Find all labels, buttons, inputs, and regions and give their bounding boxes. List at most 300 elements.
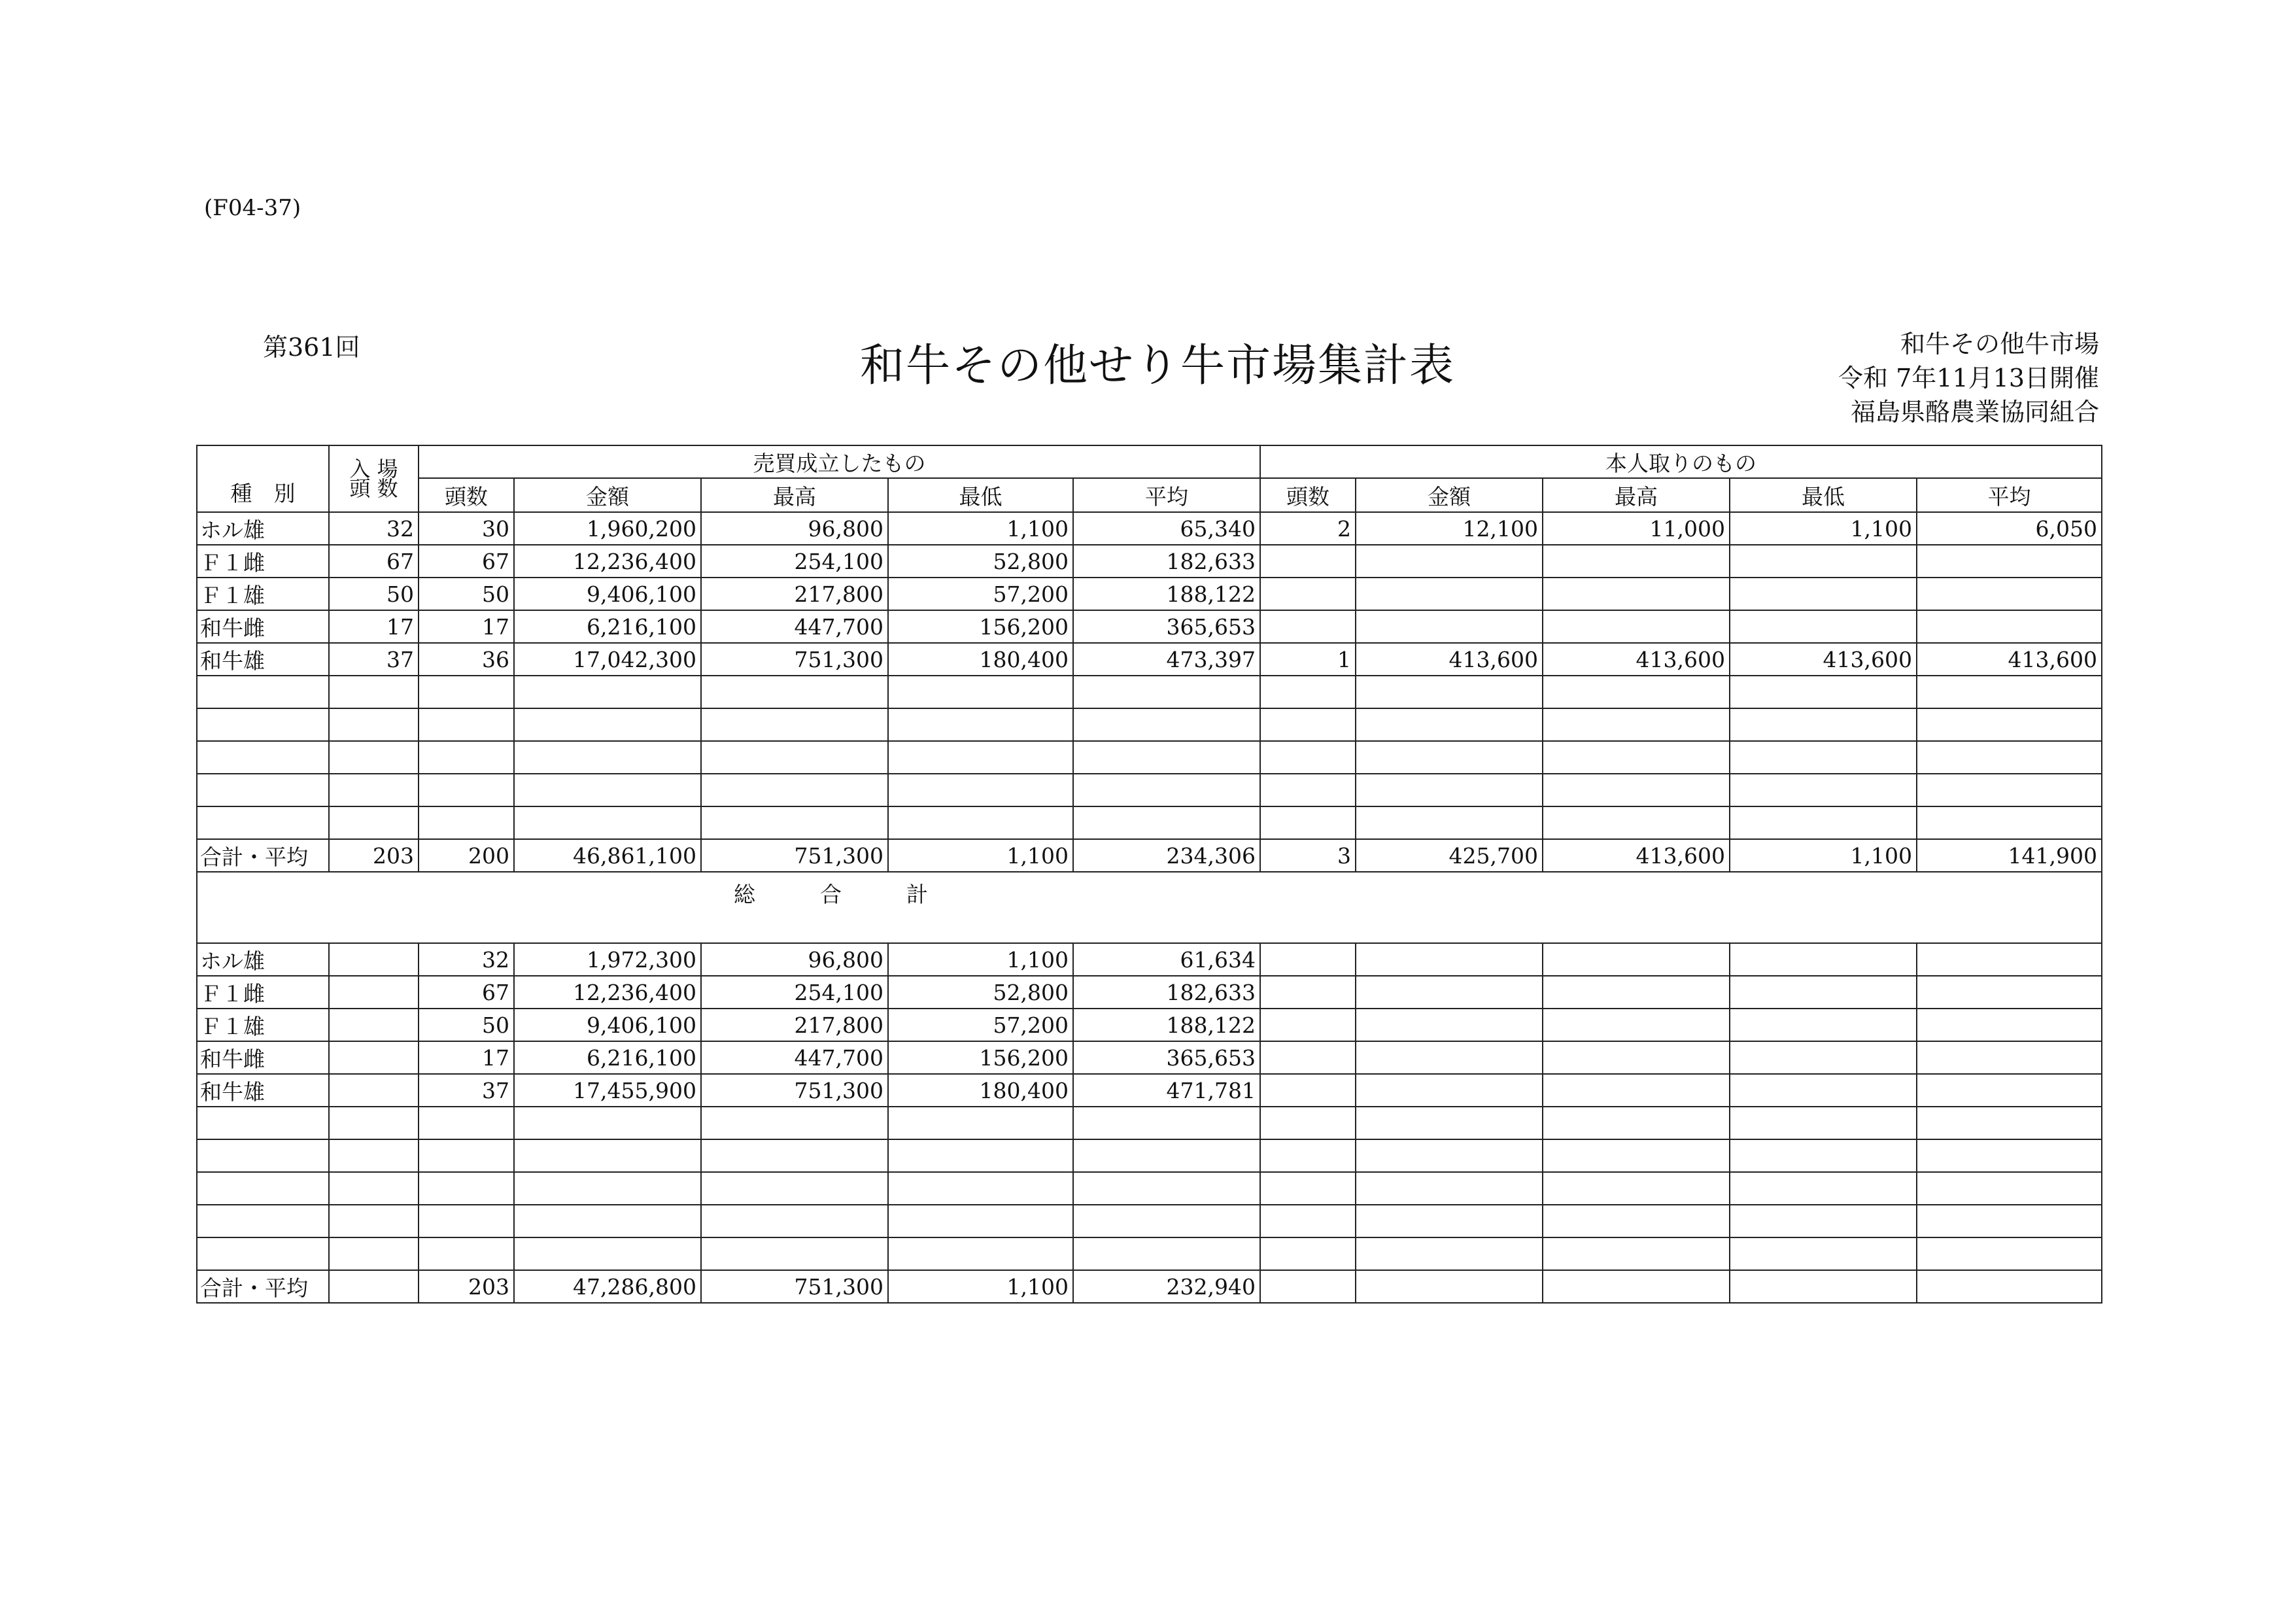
grand-total-label: 総 合 計 bbox=[197, 872, 2102, 943]
empty-cell bbox=[329, 1139, 419, 1172]
empty-cell bbox=[1917, 708, 2102, 741]
empty-cell bbox=[419, 1172, 514, 1205]
table-row bbox=[197, 643, 2102, 676]
table-row bbox=[197, 976, 2102, 1009]
empty-cell bbox=[1356, 1041, 1543, 1074]
empty-cell bbox=[1260, 1237, 1356, 1270]
empty-cell bbox=[1917, 943, 2102, 976]
empty-cell bbox=[514, 774, 701, 806]
value-cell: 1,100 bbox=[888, 943, 1073, 976]
header-entry-bottom: 頭 数 bbox=[349, 476, 398, 501]
empty-cell bbox=[1917, 1074, 2102, 1107]
empty-cell bbox=[419, 1205, 514, 1237]
value-cell: 156,200 bbox=[888, 1041, 1073, 1074]
empty-cell bbox=[197, 1139, 329, 1172]
empty-cell bbox=[197, 1107, 329, 1139]
value-cell: 37 bbox=[419, 1074, 514, 1107]
empty-row bbox=[197, 806, 2102, 839]
self-cell: 413,600 bbox=[1543, 839, 1730, 872]
empty-cell bbox=[514, 741, 701, 774]
sold-cell: 365,653 bbox=[1073, 610, 1260, 643]
self-cell: 1,100 bbox=[1730, 839, 1917, 872]
empty-cell bbox=[1730, 943, 1917, 976]
self-col-header: 最低 bbox=[1730, 478, 1917, 512]
empty-cell bbox=[1730, 1041, 1917, 1074]
empty-cell bbox=[1543, 806, 1730, 839]
entry-count-cell: 17 bbox=[329, 610, 419, 643]
sold-col-header: 平均 bbox=[1073, 478, 1260, 512]
empty-cell bbox=[888, 741, 1073, 774]
empty-cell bbox=[701, 741, 888, 774]
value-cell: 471,781 bbox=[1073, 1074, 1260, 1107]
empty-cell bbox=[514, 1107, 701, 1139]
empty-cell bbox=[1356, 676, 1543, 708]
self-cell: 413,600 bbox=[1730, 643, 1917, 676]
empty-cell bbox=[701, 1237, 888, 1270]
kind-cell: 和牛雄 bbox=[197, 643, 329, 676]
sold-cell: 6,216,100 bbox=[514, 610, 701, 643]
empty-cell bbox=[419, 1237, 514, 1270]
empty-cell bbox=[1917, 1205, 2102, 1237]
empty-cell bbox=[419, 1139, 514, 1172]
value-cell: 12,236,400 bbox=[514, 976, 701, 1009]
empty-cell bbox=[1356, 1139, 1543, 1172]
empty-cell bbox=[1073, 1237, 1260, 1270]
empty-cell bbox=[888, 1205, 1073, 1237]
empty-cell bbox=[1730, 1237, 1917, 1270]
union-name: 福島県酪農業協同組合 bbox=[1850, 398, 2099, 426]
empty-cell bbox=[419, 676, 514, 708]
empty-cell bbox=[514, 1139, 701, 1172]
self-cell bbox=[1730, 610, 1917, 643]
self-cell bbox=[1730, 578, 1917, 610]
kind-cell: Ｆ１雄 bbox=[197, 578, 329, 610]
value-cell: 751,300 bbox=[701, 1270, 888, 1303]
self-cell bbox=[1356, 545, 1543, 578]
empty-cell bbox=[1073, 774, 1260, 806]
empty-cell bbox=[197, 774, 329, 806]
value-cell: 9,406,100 bbox=[514, 1009, 701, 1041]
entry-count-cell: 203 bbox=[329, 839, 419, 872]
empty-cell bbox=[1917, 1139, 2102, 1172]
self-cell bbox=[1730, 545, 1917, 578]
kind-cell: 合計・平均 bbox=[197, 1270, 329, 1303]
empty-row bbox=[197, 1107, 2102, 1139]
self-cell: 2 bbox=[1260, 512, 1356, 545]
empty-cell bbox=[1917, 1009, 2102, 1041]
empty-cell bbox=[1356, 708, 1543, 741]
empty-cell bbox=[1260, 1205, 1356, 1237]
empty-cell bbox=[1260, 806, 1356, 839]
empty-cell bbox=[1356, 1205, 1543, 1237]
empty-cell bbox=[701, 806, 888, 839]
empty-cell bbox=[197, 676, 329, 708]
self-cell bbox=[1917, 610, 2102, 643]
table-row bbox=[197, 610, 2102, 643]
self-cell: 6,050 bbox=[1917, 512, 2102, 545]
empty-row bbox=[197, 1172, 2102, 1205]
empty-cell bbox=[197, 741, 329, 774]
kind-cell: 和牛雌 bbox=[197, 1041, 329, 1074]
entry-count-cell bbox=[329, 1009, 419, 1041]
sold-cell: 17,042,300 bbox=[514, 643, 701, 676]
empty-cell bbox=[888, 774, 1073, 806]
value-cell: 67 bbox=[419, 976, 514, 1009]
empty-cell bbox=[1260, 1107, 1356, 1139]
table-row bbox=[197, 545, 2102, 578]
document-code: (F04-37) bbox=[204, 195, 301, 221]
value-cell: 188,122 bbox=[1073, 1009, 1260, 1041]
empty-cell bbox=[1730, 1205, 1917, 1237]
empty-cell bbox=[701, 1205, 888, 1237]
value-cell: 32 bbox=[419, 943, 514, 976]
empty-cell bbox=[888, 708, 1073, 741]
entry-count-cell bbox=[329, 943, 419, 976]
empty-cell bbox=[419, 741, 514, 774]
empty-cell bbox=[1730, 976, 1917, 1009]
value-cell: 751,300 bbox=[701, 1074, 888, 1107]
value-cell: 61,634 bbox=[1073, 943, 1260, 976]
empty-cell bbox=[1073, 741, 1260, 774]
sold-cell: 57,200 bbox=[888, 578, 1073, 610]
sold-col-header: 最高 bbox=[701, 478, 888, 512]
empty-cell bbox=[1543, 943, 1730, 976]
table-row bbox=[197, 512, 2102, 545]
empty-cell bbox=[1917, 1172, 2102, 1205]
value-cell: 1,972,300 bbox=[514, 943, 701, 976]
empty-cell bbox=[1073, 1139, 1260, 1172]
empty-cell bbox=[1730, 1009, 1917, 1041]
grand-total-label-row bbox=[197, 872, 2102, 943]
kind-cell: Ｆ１雌 bbox=[197, 976, 329, 1009]
header-self-group: 本人取りのもの bbox=[1260, 445, 2102, 478]
header-kind: 種 別 bbox=[197, 445, 329, 512]
self-col-header: 平均 bbox=[1917, 478, 2102, 512]
sold-cell: 234,306 bbox=[1073, 839, 1260, 872]
kind-cell: 和牛雄 bbox=[197, 1074, 329, 1107]
self-cell: 11,000 bbox=[1543, 512, 1730, 545]
empty-cell bbox=[1073, 676, 1260, 708]
total-row bbox=[197, 839, 2102, 872]
empty-cell bbox=[1543, 1107, 1730, 1139]
empty-cell bbox=[514, 1172, 701, 1205]
empty-cell bbox=[1917, 1270, 2102, 1303]
empty-cell bbox=[888, 1237, 1073, 1270]
empty-cell bbox=[1260, 1172, 1356, 1205]
empty-cell bbox=[197, 806, 329, 839]
sold-cell: 182,633 bbox=[1073, 545, 1260, 578]
empty-cell bbox=[1730, 1270, 1917, 1303]
empty-cell bbox=[1073, 806, 1260, 839]
empty-cell bbox=[1260, 1139, 1356, 1172]
kind-cell: Ｆ１雄 bbox=[197, 1009, 329, 1041]
entry-count-cell: 32 bbox=[329, 512, 419, 545]
organization-block bbox=[1818, 327, 2099, 429]
table-row bbox=[197, 1074, 2102, 1107]
sold-col-header: 頭数 bbox=[419, 478, 514, 512]
sold-col-header: 最低 bbox=[888, 478, 1073, 512]
sold-cell: 200 bbox=[419, 839, 514, 872]
empty-cell bbox=[329, 806, 419, 839]
self-cell: 141,900 bbox=[1917, 839, 2102, 872]
sold-cell: 36 bbox=[419, 643, 514, 676]
empty-cell bbox=[197, 1237, 329, 1270]
sold-cell: 188,122 bbox=[1073, 578, 1260, 610]
empty-cell bbox=[1917, 1107, 2102, 1139]
sold-cell: 65,340 bbox=[1073, 512, 1260, 545]
header-entry-top: 入 場 bbox=[349, 457, 398, 481]
table-row bbox=[197, 1041, 2102, 1074]
sold-cell: 1,100 bbox=[888, 512, 1073, 545]
empty-cell bbox=[329, 774, 419, 806]
entry-count-cell: 50 bbox=[329, 578, 419, 610]
sold-cell: 156,200 bbox=[888, 610, 1073, 643]
value-cell: 47,286,800 bbox=[514, 1270, 701, 1303]
sold-cell: 30 bbox=[419, 512, 514, 545]
self-cell bbox=[1917, 545, 2102, 578]
empty-cell bbox=[329, 1205, 419, 1237]
empty-cell bbox=[1730, 676, 1917, 708]
sold-cell: 1,100 bbox=[888, 839, 1073, 872]
sold-cell: 254,100 bbox=[701, 545, 888, 578]
empty-cell bbox=[329, 1107, 419, 1139]
empty-cell bbox=[197, 1205, 329, 1237]
empty-cell bbox=[1917, 976, 2102, 1009]
empty-cell bbox=[1917, 741, 2102, 774]
self-cell: 12,100 bbox=[1356, 512, 1543, 545]
empty-cell bbox=[701, 1139, 888, 1172]
sold-cell: 9,406,100 bbox=[514, 578, 701, 610]
empty-cell bbox=[1543, 1205, 1730, 1237]
empty-cell bbox=[197, 708, 329, 741]
empty-row bbox=[197, 1139, 2102, 1172]
entry-count-cell bbox=[329, 1270, 419, 1303]
table-row bbox=[197, 943, 2102, 976]
entry-count-cell bbox=[329, 1041, 419, 1074]
value-cell: 17,455,900 bbox=[514, 1074, 701, 1107]
empty-cell bbox=[1543, 1270, 1730, 1303]
self-cell bbox=[1917, 578, 2102, 610]
value-cell: 217,800 bbox=[701, 1009, 888, 1041]
value-cell: 180,400 bbox=[888, 1074, 1073, 1107]
empty-row bbox=[197, 708, 2102, 741]
self-cell bbox=[1543, 578, 1730, 610]
page-title: 和牛その他せり牛市場集計表 bbox=[859, 340, 1455, 392]
empty-cell bbox=[329, 741, 419, 774]
kind-cell: ホル雄 bbox=[197, 512, 329, 545]
kind-cell: 和牛雌 bbox=[197, 610, 329, 643]
empty-cell bbox=[1730, 1107, 1917, 1139]
kind-cell: ホル雄 bbox=[197, 943, 329, 976]
kind-cell: Ｆ１雌 bbox=[197, 545, 329, 578]
empty-cell bbox=[329, 708, 419, 741]
empty-cell bbox=[1730, 774, 1917, 806]
empty-cell bbox=[514, 1237, 701, 1270]
value-cell: 50 bbox=[419, 1009, 514, 1041]
empty-cell bbox=[1730, 1172, 1917, 1205]
self-cell: 413,600 bbox=[1356, 643, 1543, 676]
self-cell bbox=[1543, 545, 1730, 578]
value-cell: 96,800 bbox=[701, 943, 888, 976]
empty-cell bbox=[1356, 1107, 1543, 1139]
value-cell: 1,100 bbox=[888, 1270, 1073, 1303]
empty-row bbox=[197, 741, 2102, 774]
value-cell: 232,940 bbox=[1073, 1270, 1260, 1303]
kind-cell: 合計・平均 bbox=[197, 839, 329, 872]
total-row bbox=[197, 1270, 2102, 1303]
self-col-header: 金額 bbox=[1356, 478, 1543, 512]
empty-cell bbox=[1356, 1009, 1543, 1041]
empty-cell bbox=[1917, 774, 2102, 806]
empty-cell bbox=[1543, 1009, 1730, 1041]
empty-cell bbox=[1543, 708, 1730, 741]
empty-cell bbox=[1543, 1237, 1730, 1270]
empty-cell bbox=[1356, 1270, 1543, 1303]
value-cell: 254,100 bbox=[701, 976, 888, 1009]
empty-cell bbox=[888, 806, 1073, 839]
empty-cell bbox=[1260, 943, 1356, 976]
empty-cell bbox=[1356, 1237, 1543, 1270]
entry-count-cell: 67 bbox=[329, 545, 419, 578]
value-cell: 447,700 bbox=[701, 1041, 888, 1074]
self-cell: 3 bbox=[1260, 839, 1356, 872]
self-cell bbox=[1356, 610, 1543, 643]
empty-cell bbox=[701, 1172, 888, 1205]
empty-cell bbox=[701, 676, 888, 708]
summary-table bbox=[196, 445, 2102, 1304]
market-date: 令和 7年11月13日開催 bbox=[1838, 364, 2099, 392]
empty-cell bbox=[1260, 1074, 1356, 1107]
empty-cell bbox=[1260, 708, 1356, 741]
sold-cell: 1,960,200 bbox=[514, 512, 701, 545]
empty-cell bbox=[1730, 708, 1917, 741]
empty-cell bbox=[1260, 976, 1356, 1009]
empty-row bbox=[197, 676, 2102, 708]
self-cell bbox=[1260, 610, 1356, 643]
value-cell: 17 bbox=[419, 1041, 514, 1074]
sold-cell: 751,300 bbox=[701, 839, 888, 872]
empty-cell bbox=[1356, 741, 1543, 774]
empty-cell bbox=[1356, 806, 1543, 839]
empty-cell bbox=[701, 708, 888, 741]
empty-cell bbox=[701, 1107, 888, 1139]
empty-cell bbox=[1260, 741, 1356, 774]
empty-cell bbox=[1543, 774, 1730, 806]
sold-cell: 46,861,100 bbox=[514, 839, 701, 872]
self-cell bbox=[1260, 545, 1356, 578]
empty-cell bbox=[1073, 1205, 1260, 1237]
header-row-2 bbox=[197, 478, 2102, 512]
header-entry-count bbox=[329, 445, 419, 512]
sold-cell: 96,800 bbox=[701, 512, 888, 545]
empty-cell bbox=[1917, 806, 2102, 839]
empty-cell bbox=[419, 708, 514, 741]
empty-cell bbox=[1730, 741, 1917, 774]
empty-cell bbox=[888, 1107, 1073, 1139]
empty-cell bbox=[329, 676, 419, 708]
empty-cell bbox=[1356, 1074, 1543, 1107]
empty-cell bbox=[1356, 943, 1543, 976]
table-row bbox=[197, 578, 2102, 610]
empty-cell bbox=[1543, 741, 1730, 774]
round-number: 第361回 bbox=[263, 333, 360, 362]
header-row-1 bbox=[197, 445, 2102, 478]
empty-cell bbox=[1730, 1139, 1917, 1172]
sold-cell: 217,800 bbox=[701, 578, 888, 610]
empty-cell bbox=[419, 806, 514, 839]
empty-cell bbox=[1543, 1074, 1730, 1107]
empty-cell bbox=[1917, 1237, 2102, 1270]
empty-cell bbox=[888, 676, 1073, 708]
value-cell: 57,200 bbox=[888, 1009, 1073, 1041]
value-cell: 6,216,100 bbox=[514, 1041, 701, 1074]
empty-cell bbox=[1356, 1172, 1543, 1205]
empty-cell bbox=[1073, 1107, 1260, 1139]
sold-cell: 67 bbox=[419, 545, 514, 578]
empty-cell bbox=[329, 1237, 419, 1270]
empty-cell bbox=[514, 1205, 701, 1237]
empty-cell bbox=[888, 1172, 1073, 1205]
empty-cell bbox=[701, 774, 888, 806]
empty-cell bbox=[1917, 676, 2102, 708]
empty-cell bbox=[1730, 1074, 1917, 1107]
value-cell: 365,653 bbox=[1073, 1041, 1260, 1074]
self-cell: 1 bbox=[1260, 643, 1356, 676]
empty-cell bbox=[1543, 1041, 1730, 1074]
empty-cell bbox=[1260, 1009, 1356, 1041]
self-col-header: 頭数 bbox=[1260, 478, 1356, 512]
entry-count-cell bbox=[329, 1074, 419, 1107]
value-cell: 203 bbox=[419, 1270, 514, 1303]
self-cell bbox=[1543, 610, 1730, 643]
empty-cell bbox=[514, 676, 701, 708]
header-sold-group: 売買成立したもの bbox=[419, 445, 1260, 478]
sold-cell: 447,700 bbox=[701, 610, 888, 643]
sold-cell: 17 bbox=[419, 610, 514, 643]
self-col-header: 最高 bbox=[1543, 478, 1730, 512]
empty-cell bbox=[419, 1107, 514, 1139]
market-name: 和牛その他牛市場 bbox=[1900, 330, 2099, 358]
entry-count-cell: 37 bbox=[329, 643, 419, 676]
sold-cell: 473,397 bbox=[1073, 643, 1260, 676]
empty-cell bbox=[514, 708, 701, 741]
empty-cell bbox=[1260, 676, 1356, 708]
self-cell: 1,100 bbox=[1730, 512, 1917, 545]
empty-cell bbox=[1260, 774, 1356, 806]
value-cell: 182,633 bbox=[1073, 976, 1260, 1009]
self-cell: 413,600 bbox=[1543, 643, 1730, 676]
empty-row bbox=[197, 1237, 2102, 1270]
empty-cell bbox=[1073, 1172, 1260, 1205]
self-cell bbox=[1260, 578, 1356, 610]
empty-cell bbox=[888, 1139, 1073, 1172]
empty-row bbox=[197, 1205, 2102, 1237]
empty-cell bbox=[329, 1172, 419, 1205]
sold-cell: 52,800 bbox=[888, 545, 1073, 578]
entry-count-cell bbox=[329, 976, 419, 1009]
sold-cell: 12,236,400 bbox=[514, 545, 701, 578]
empty-cell bbox=[197, 1172, 329, 1205]
value-cell: 52,800 bbox=[888, 976, 1073, 1009]
empty-cell bbox=[1260, 1270, 1356, 1303]
table-row bbox=[197, 1009, 2102, 1041]
empty-cell bbox=[1543, 1139, 1730, 1172]
empty-cell bbox=[1543, 1172, 1730, 1205]
empty-cell bbox=[1543, 676, 1730, 708]
empty-cell bbox=[1730, 806, 1917, 839]
empty-cell bbox=[1543, 976, 1730, 1009]
empty-cell bbox=[419, 774, 514, 806]
